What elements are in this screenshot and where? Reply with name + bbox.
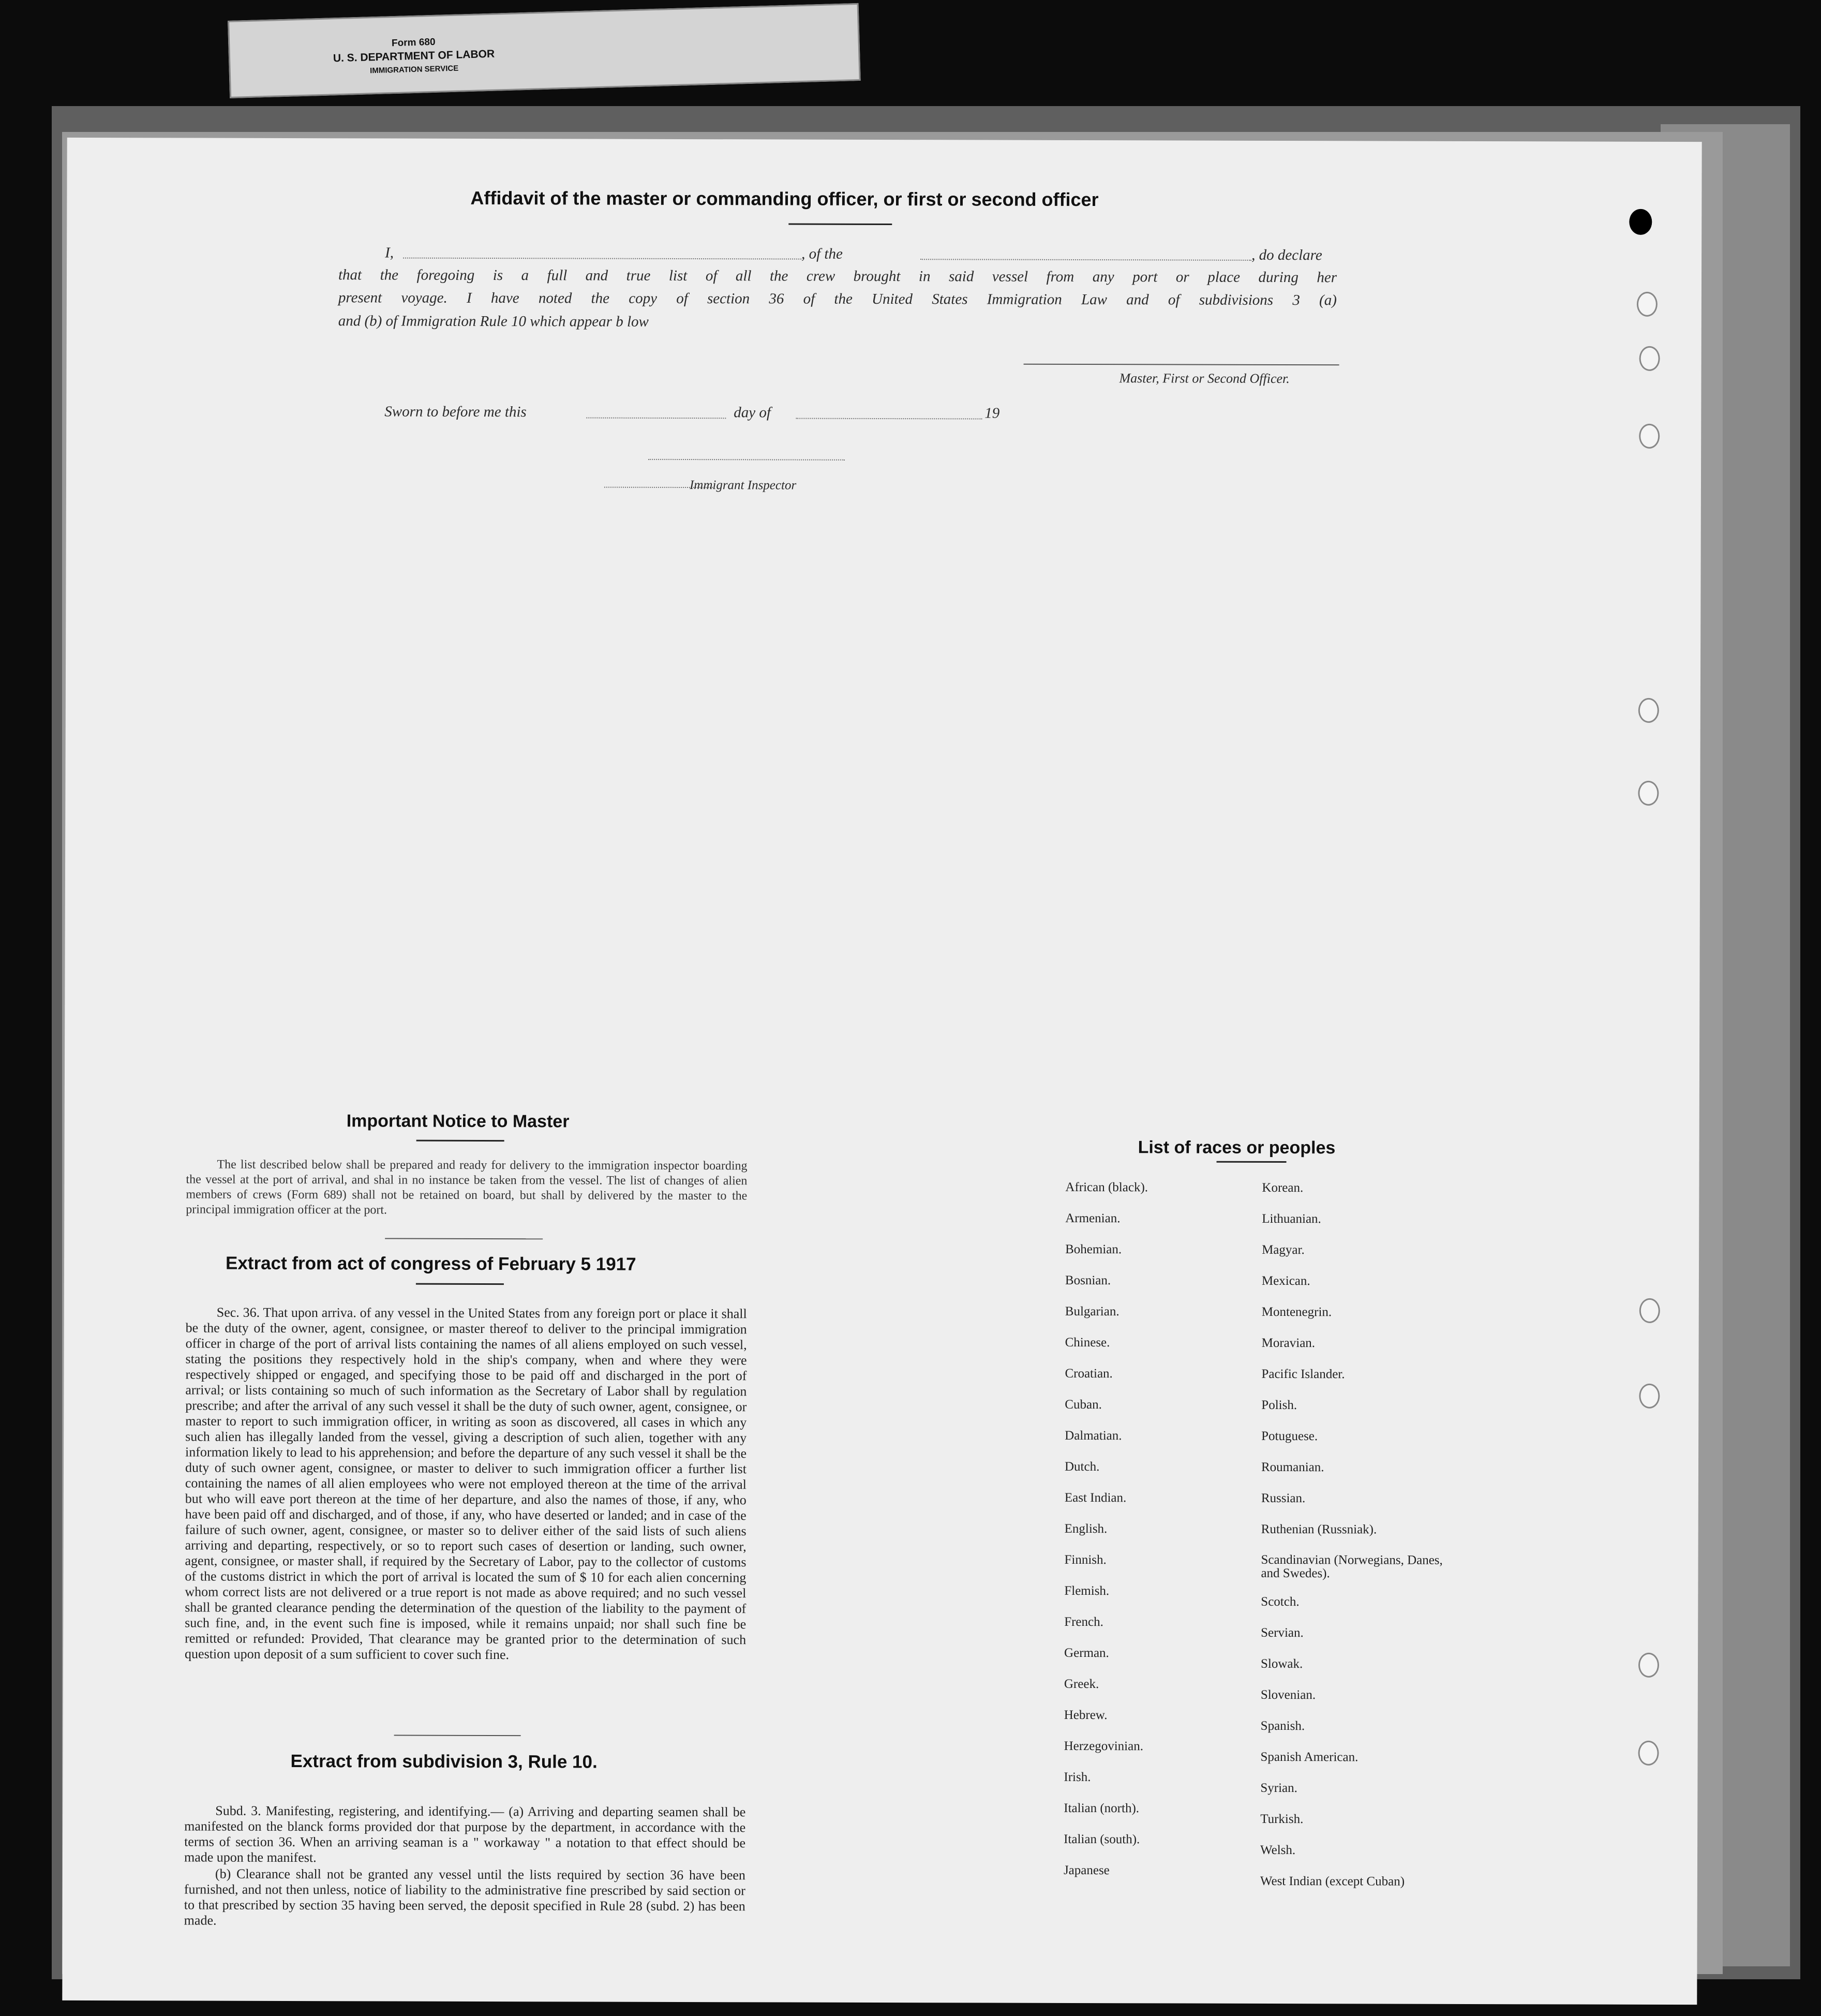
race-item-left: Herzegovinian.	[1064, 1739, 1144, 1754]
race-item-right: Scandinavian (Norwegians, Danes, and Swedes).	[1261, 1552, 1443, 1581]
race-item-left: Bosnian.	[1065, 1273, 1111, 1288]
race-item-left: Finnish.	[1064, 1552, 1107, 1567]
affidavit-title: Affidavit of the master or commanding officer, or first or second officer	[470, 187, 1099, 211]
race-item-right: Pacific Islander.	[1261, 1367, 1345, 1382]
race-item-right: Welsh.	[1260, 1843, 1296, 1858]
race-item-right: Polish.	[1261, 1398, 1297, 1413]
tab-header	[289, 33, 539, 80]
affidavit-line4: and (b) of Immigration Rule 10 which appear b low	[338, 313, 649, 330]
race-item-right: Scotch.	[1261, 1594, 1300, 1609]
signature-caption: Master, First or Second Officer.	[1119, 370, 1290, 387]
race-item-right: Servian.	[1261, 1625, 1304, 1640]
signature-line	[1024, 364, 1339, 366]
form-page	[62, 138, 1701, 2005]
race-item-left: Bohemian.	[1065, 1242, 1122, 1257]
punch-hole	[1638, 698, 1659, 723]
race-item-left: Italian (north).	[1064, 1801, 1140, 1816]
name-blank	[403, 258, 801, 260]
race-item-right: Spanish.	[1260, 1718, 1305, 1733]
race-item-left: Chinese.	[1065, 1335, 1110, 1350]
affidavit-line2: that the foregoing is a full and true list of all the crew brought in said vessel from any port or place during her	[338, 266, 1337, 286]
notice-title: Important Notice to Master	[346, 1111, 570, 1132]
affidavit-of-the: , of the	[801, 245, 843, 262]
inspector-caption: Immigrant Inspector	[689, 478, 797, 493]
month-blank	[796, 418, 982, 420]
title-rule	[788, 224, 892, 226]
race-item-right: Syrian.	[1260, 1781, 1297, 1796]
rule-title: Extract from subdivision 3, Rule 10.	[290, 1751, 598, 1772]
race-item-right: Roumanian.	[1261, 1460, 1324, 1475]
punch-hole	[1639, 424, 1660, 449]
race-item-left: Irish.	[1064, 1770, 1091, 1785]
inspector-line	[648, 459, 845, 461]
punch-hole	[1629, 209, 1652, 235]
race-item-right: Ruthenian (Russniak).	[1261, 1522, 1377, 1537]
race-item-left: Bulgarian.	[1065, 1304, 1120, 1319]
notice-rule	[416, 1140, 504, 1142]
punch-hole	[1638, 781, 1659, 806]
race-item-left: Dalmatian.	[1065, 1428, 1122, 1443]
act-title: Extract from act of congress of February 5 1917	[225, 1253, 636, 1274]
race-item-left: Japanese	[1063, 1863, 1110, 1878]
races-rule	[1217, 1161, 1287, 1163]
affidavit-i: I,	[385, 244, 394, 261]
punch-hole	[1639, 1384, 1660, 1409]
rule-divider	[394, 1735, 521, 1737]
sworn-text: Sworn to before me this	[384, 403, 527, 421]
affidavit-declare: , do declare	[1251, 246, 1322, 264]
race-item-left: Dutch.	[1064, 1459, 1100, 1474]
race-item-left: German.	[1064, 1646, 1109, 1661]
department-name: U. S. DEPARTMENT OF LABOR	[333, 48, 495, 65]
punch-hole	[1639, 346, 1660, 371]
race-item-left: Croatian.	[1065, 1366, 1113, 1381]
rule-text-b: (b) Clearance shall not be granted any vessel until the lists required by section 36 have been furnished, and not then unless, notice of liability to the administrative fine prescribed by said section or to that prescribed by section 35 having been served, the deposit specified in Rule 28 (subd. 2) has been made.	[184, 1866, 745, 1928]
race-item-left: Greek.	[1064, 1677, 1099, 1692]
act-rule	[416, 1283, 504, 1285]
race-item-right: Spanish American.	[1260, 1750, 1359, 1765]
race-item-right: Turkish.	[1260, 1812, 1304, 1827]
race-item-left: Italian (south).	[1064, 1832, 1140, 1847]
day-blank	[586, 417, 726, 419]
punch-hole	[1638, 1653, 1659, 1678]
race-item-right: Lithuanian.	[1262, 1211, 1321, 1226]
race-item-right: Moravian.	[1261, 1336, 1316, 1351]
race-item-left: Cuban.	[1065, 1397, 1102, 1412]
race-item-left: African (black).	[1065, 1180, 1148, 1195]
race-item-right: Potuguese.	[1261, 1429, 1318, 1444]
punch-hole	[1639, 1298, 1660, 1323]
vessel-blank	[920, 259, 1251, 261]
race-item-right: Mexican.	[1261, 1273, 1310, 1288]
service-name: IMMIGRATION SERVICE	[369, 64, 459, 76]
race-item-right: Slovenian.	[1260, 1687, 1316, 1702]
affidavit-line3: present voyage. I have noted the copy of section 36 of the United States Immigration Law and of subdivisions 3 (a)	[338, 289, 1337, 309]
day-of-text: day of	[734, 404, 771, 421]
race-item-left: English.	[1064, 1521, 1108, 1536]
race-item-left: Flemish.	[1064, 1583, 1110, 1598]
punch-hole	[1638, 1741, 1659, 1766]
notice-text: The list described below shall be prepared and ready for delivery to the immigration inspector boarding the vessel at the port of arrival, and shal in no instance be taken from the vessel. The list of changes of alien members of crews (Form 689) shall not be retained on board, but shall by delivered by the master to the principal immigration officer at the port.	[186, 1158, 748, 1217]
race-item-right: Slowak.	[1260, 1656, 1303, 1671]
year-text: 19	[984, 405, 1000, 422]
race-item-left: Hebrew.	[1064, 1708, 1108, 1723]
act-text: Sec. 36. That upon arriva. of any vessel in the United States from any foreign port or place it shall be the duty of the owner, agent, consignee, or master thereof to deliver to the principal immigration officer in charge of the port of arrival lists containing the names of all aliens employed on such vessel, stating the positions they respectively hold in the ship's company, when and where they were respectively shipped or engaged, and specifying those to be paid off and discharged in the port of arrival; or lists containing so much of such information as the Secretary of Labor shall by regulation prescribe; and after the arrival of any such vessel it shall be the duty of such owner, agent, consignee, or master to report to such immigration officer, in writing as soon as discovered, all cases in which any such alien has illegally landed from the vessel, giving a description of such alien, together with any information likely to lead to his apprehension; and before the departure of any such vessel it shall be the duty of such owner agent, consignee, or master to deliver to such immigration officer a further list containing the names of all alien employees who were not employed thereon at the time of the arrival but who will eave port thereon at the time of her departure, and also the names of those, if any, who have been paid off and discharged, and of those, if any, who have deserted or landed; and in case of the failure of such owner, agent, consignee, or master so to deliver either of the said lists of such aliens arriving and departing, respectively, or so to report such cases of desertion or landing, such owner, agent, consignee, or master shall, if required by the Secretary of Labor, pay to the collector of customs of the customs district in which the port of arrival is located the sum of $ 10 for each alien concerning whom correct lists are not delivered or a true report is not made as above required; and no such vessel shall be granted clearance pending the determination of the question of the liability to the payment of such fine, and, in the event such fine is imposed, while it remains unpaid; nor shall such fine be remitted or refunded: Provided, That clearance may be granted prior to the determination of such question upon deposit of a sum sufficient to cover such fine.	[185, 1305, 747, 1663]
race-item-right: West Indian (except Cuban)	[1260, 1874, 1405, 1889]
form-number: Form 680	[391, 36, 436, 49]
races-title: List of races or peoples	[1138, 1137, 1336, 1158]
race-item-left: Armenian.	[1065, 1211, 1121, 1226]
race-item-right: Korean.	[1262, 1180, 1304, 1195]
race-item-right: Magyar.	[1262, 1242, 1305, 1257]
rule-text-a: Subd. 3. Manifesting, registering, and identifying.— (a) Arriving and departing seamen shall be manifested on the blanck forms provided dor that purpose by the department, in accordance with the terms of section 36. When an arriving seaman is a " workaway " a notation to that effect should be made upon the manifest.	[184, 1803, 746, 1865]
race-item-right: Montenegrin.	[1261, 1305, 1332, 1320]
punch-hole	[1637, 292, 1658, 317]
race-item-left: French.	[1064, 1614, 1103, 1629]
race-item-left: East Indian.	[1064, 1490, 1127, 1505]
section-divider	[385, 1238, 543, 1239]
race-item-right: Russian.	[1261, 1491, 1306, 1506]
